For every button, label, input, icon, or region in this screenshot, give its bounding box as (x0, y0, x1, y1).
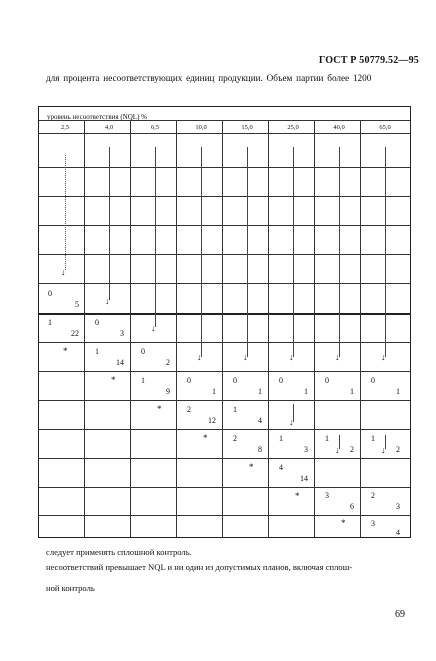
footnote-line: несоответствий превышает NQL и ни один из допустимых планов, включая сплош- (46, 562, 353, 572)
acceptance-number: 1 (95, 347, 99, 356)
sample-size: 1 (212, 387, 216, 396)
column-header: 25,0 (287, 124, 299, 131)
sample-size: 1 (258, 387, 262, 396)
acceptance-number: 0 (325, 376, 329, 385)
acceptance-number: 1 (48, 318, 52, 327)
star-marker: * (111, 375, 116, 385)
sample-size: 1 (350, 387, 354, 396)
acceptance-number: 0 (187, 376, 191, 385)
sample-size: 14 (300, 474, 308, 483)
sample-size: 3 (304, 445, 308, 454)
row-divider (39, 342, 410, 343)
sample-size: 4 (258, 416, 262, 425)
arrow-line (201, 147, 202, 357)
acceptance-number: 0 (95, 318, 99, 327)
star-marker: * (63, 346, 68, 356)
acceptance-number: 1 (141, 376, 145, 385)
acceptance-number: 0 (141, 347, 145, 356)
arrow-down-icon: ↓ (289, 352, 294, 362)
document-code: ГОСТ Р 50779.52—95 (318, 55, 419, 66)
sample-size: 2 (396, 445, 400, 454)
column-header: 65,0 (379, 124, 391, 131)
sample-size: 1 (396, 387, 400, 396)
row-divider (39, 225, 410, 226)
row-divider (39, 429, 410, 430)
sample-size: 5 (75, 300, 79, 309)
acceptance-number: 1 (371, 434, 375, 443)
sample-size: 12 (208, 416, 216, 425)
acceptance-number: 1 (325, 434, 329, 443)
star-marker: * (295, 491, 300, 501)
footnotes (46, 545, 416, 596)
arrow-down-icon: ↓ (381, 352, 386, 362)
sampling-plan-table (38, 106, 411, 538)
header-divider (39, 133, 410, 134)
footnote-line: ной контроль (46, 583, 95, 593)
arrow-down-icon: ↓ (105, 296, 110, 306)
arrow-line (65, 155, 66, 270)
arrow-line (247, 147, 248, 357)
column-divider (360, 120, 361, 537)
row-divider-thick (39, 313, 410, 315)
arrow-down-icon: ↓ (197, 352, 202, 362)
column-divider (84, 120, 85, 537)
row-divider (39, 167, 410, 168)
acceptance-number: 2 (187, 405, 191, 414)
column-divider (222, 120, 223, 537)
column-divider (314, 120, 315, 537)
column-divider (130, 120, 131, 537)
arrow-line (109, 147, 110, 300)
column-header: 10,0 (195, 124, 207, 131)
acceptance-number: 2 (233, 434, 237, 443)
sample-size: 22 (71, 329, 79, 338)
row-divider (39, 458, 410, 459)
arrow-down-icon: ↓ (335, 445, 340, 455)
footnote-line: следует применять сплошной контроль. (46, 547, 192, 557)
sample-size: 1 (304, 387, 308, 396)
row-divider (39, 487, 410, 488)
sample-size: 9 (166, 387, 170, 396)
caption-divider (39, 120, 410, 121)
column-header: 6,5 (150, 124, 160, 131)
row-divider (39, 254, 410, 255)
acceptance-number: 3 (371, 519, 375, 528)
acceptance-number: 2 (371, 491, 375, 500)
sample-size: 2 (350, 445, 354, 454)
arrow-down-icon: ↓ (335, 352, 340, 362)
acceptance-number: 3 (325, 491, 329, 500)
row-divider (39, 400, 410, 401)
star-marker: * (157, 404, 162, 414)
acceptance-number: 0 (371, 376, 375, 385)
acceptance-number: 1 (233, 405, 237, 414)
arrow-line (155, 147, 156, 327)
acceptance-number: 4 (279, 463, 283, 472)
column-divider (176, 120, 177, 537)
row-divider (39, 371, 410, 372)
row-divider (39, 196, 410, 197)
sample-size: 14 (116, 358, 124, 367)
arrow-down-icon: ↓ (61, 267, 66, 277)
page-number: 69 (395, 609, 405, 620)
arrow-down-icon: ↓ (289, 417, 294, 427)
sample-size: 8 (258, 445, 262, 454)
star-marker: * (341, 518, 346, 528)
acceptance-number: 1 (279, 434, 283, 443)
arrow-down-icon: ↓ (151, 323, 156, 333)
column-header: 15,0 (241, 124, 253, 131)
acceptance-number: 0 (233, 376, 237, 385)
acceptance-number: 0 (279, 376, 283, 385)
sample-size: 2 (166, 358, 170, 367)
intro-text: для процента несоответствующих единиц продукции. Объем партии более 1200 (46, 73, 372, 83)
sample-size: 3 (120, 329, 124, 338)
column-header: 2,5 (60, 124, 70, 131)
arrow-down-icon: ↓ (243, 352, 248, 362)
column-header: 40,0 (333, 124, 345, 131)
sample-size: 6 (350, 502, 354, 511)
acceptance-number: 0 (48, 289, 52, 298)
row-divider (39, 283, 410, 284)
arrow-line (385, 147, 386, 357)
column-header: 4,0 (104, 124, 114, 131)
row-divider (39, 515, 410, 516)
sample-size: 3 (396, 502, 400, 511)
star-marker: * (249, 462, 254, 472)
star-marker: * (203, 433, 208, 443)
arrow-line (339, 147, 340, 357)
column-divider (268, 120, 269, 537)
table-caption: уровень несоответствия (NQL) % (47, 113, 147, 121)
arrow-line (293, 147, 294, 357)
arrow-down-icon: ↓ (381, 445, 386, 455)
sample-size: 4 (396, 528, 400, 537)
